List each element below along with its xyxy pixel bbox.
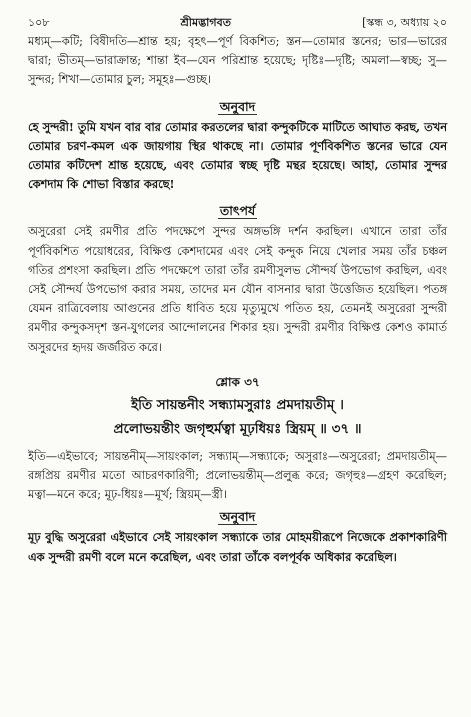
verse-line-1: ইতি সায়ন্তনীং সন্ধ্যামসুরাঃ প্রমদায়তীম্ । [131,396,344,413]
translation-heading-1: অনুবাদ [219,98,256,114]
synonyms-block-1: মধ্যম্—কটি; বিষীদতি—শ্রান্ত হয়; বৃহৎ—পূর্ণ বিকশিত; স্তন—তোমার স্তনের; ভার—ভারের দ্বারা; ভীতম্—ভারাক্রান্ত; শান্তা ইব—যেন পরিশ্রান্ত হয়েছে; দৃষ্টিঃ—দৃষ্টি; অমলা—স্বচ্ছ; সু—সুন্দর; শিখা—তোমার চুল; সমূহঃ—গুচ্ছ। [28,34,447,87]
book-title: শ্রীমদ্ভাগবত [180,16,231,29]
verse-number: শ্লোক ৩৭ [215,374,260,389]
translation-text-1: হে সুন্দরী! তুমি যখন বার বার তোমার করতলের দ্বারা কন্দুকটিকে মাটিতে আঘাত করছ, তখন তোমার চরণ-কমল এক জায়গায় স্থির থাকছে না। তোমার পূর্ণবিকশিত স্তনের ভারে যেন তোমার কটিদেশ শ্রান্ত হয়েছে, এবং তোমার স্বচ্ছ দৃষ্টি মন্থর হয়েছে। আহা, তোমার সুন্দর কেশদাম কি শোভা বিস্তার করছে! [28,119,447,192]
purport-text: অসুরেরা সেই রমণীর প্রতি পদক্ষেপে সুন্দর অঙ্গভঙ্গি দর্শন করছিল। এখানে তারা তাঁর পূর্ণবিকশিত পয়োধরের, বিক্ষিপ্ত কেশদামের এবং সেই কন্দুক নিয়ে খেলার সময় তাঁর চঞ্চল গতির প্রশংসা করছিল। প্রতি পদক্ষেপে তারা তাঁর রমণীসুলভ সৌন্দর্য উপভোগ করছিল, এবং সেই সৌন্দর্য উপভোগ করার সময়, তাদের মন যৌন বাসনার দ্বারা উত্তেজিত হয়েছিল। পতঙ্গ যেমন রাত্রিবেলায় আগুনের প্রতি ধাবিত হয়ে মৃত্যুমুখে পতিত হয়, তেমনই অসুরেরা সুন্দরী রমণীর কন্দুকসদৃশ স্তন-যুগলের আন্দোলনের শিকার হয়। সুন্দরী রমণীর বিক্ষিপ্ত কেশও কামার্ত অসুরদের হৃদয় জর্জরিত করে। [28,224,447,354]
synonyms-block-2: ইতি—এইভাবে; সায়ন্তনীম্—সায়ংকাল; সন্ধ্যাম্—সন্ধ্যাকে; অসুরাঃ—অসুরেরা; প্রমদায়তীম্—রঙ্গপ্রিয় রমণীর মতো আচরণকারিণী; প্রলোভয়ন্তীম্—প্রলুব্ধ করে; জগৃহুঃ—গ্রহণ করেছিল; মত্বা—মনে করে; মূঢ়-ধিয়ঃ—মূর্খ; স্ত্রিয়ম্—স্ত্রী। [28,448,447,502]
translation-heading-2: অনুবাদ [219,509,256,525]
running-header [28,14,447,32]
chapter-reference: [স্কন্ধ ৩, অধ্যায় ২০ [362,16,447,29]
translation-text-2: মূঢ় বুদ্ধি অসুরেরা এইভাবে সেই সায়ংকাল সন্ধ্যাকে তার মোহময়ীরূপে নিজেকে প্রকাশকারিণী এক সুন্দরী রমণী বলে মনে করেছিল, এবং তারা তাঁকে বলপূর্বক অধিকার করেছিল। [28,530,447,564]
verse-line-2: প্রলোভয়ন্তীং জগৃহুর্মত্বা মূঢ়ধিয়ঃ স্ত্রিয়ম্ ॥ ৩৭ ॥ [113,420,362,437]
page-number: ১০৮ [28,16,50,29]
purport-heading: তাৎপর্য [219,203,256,219]
